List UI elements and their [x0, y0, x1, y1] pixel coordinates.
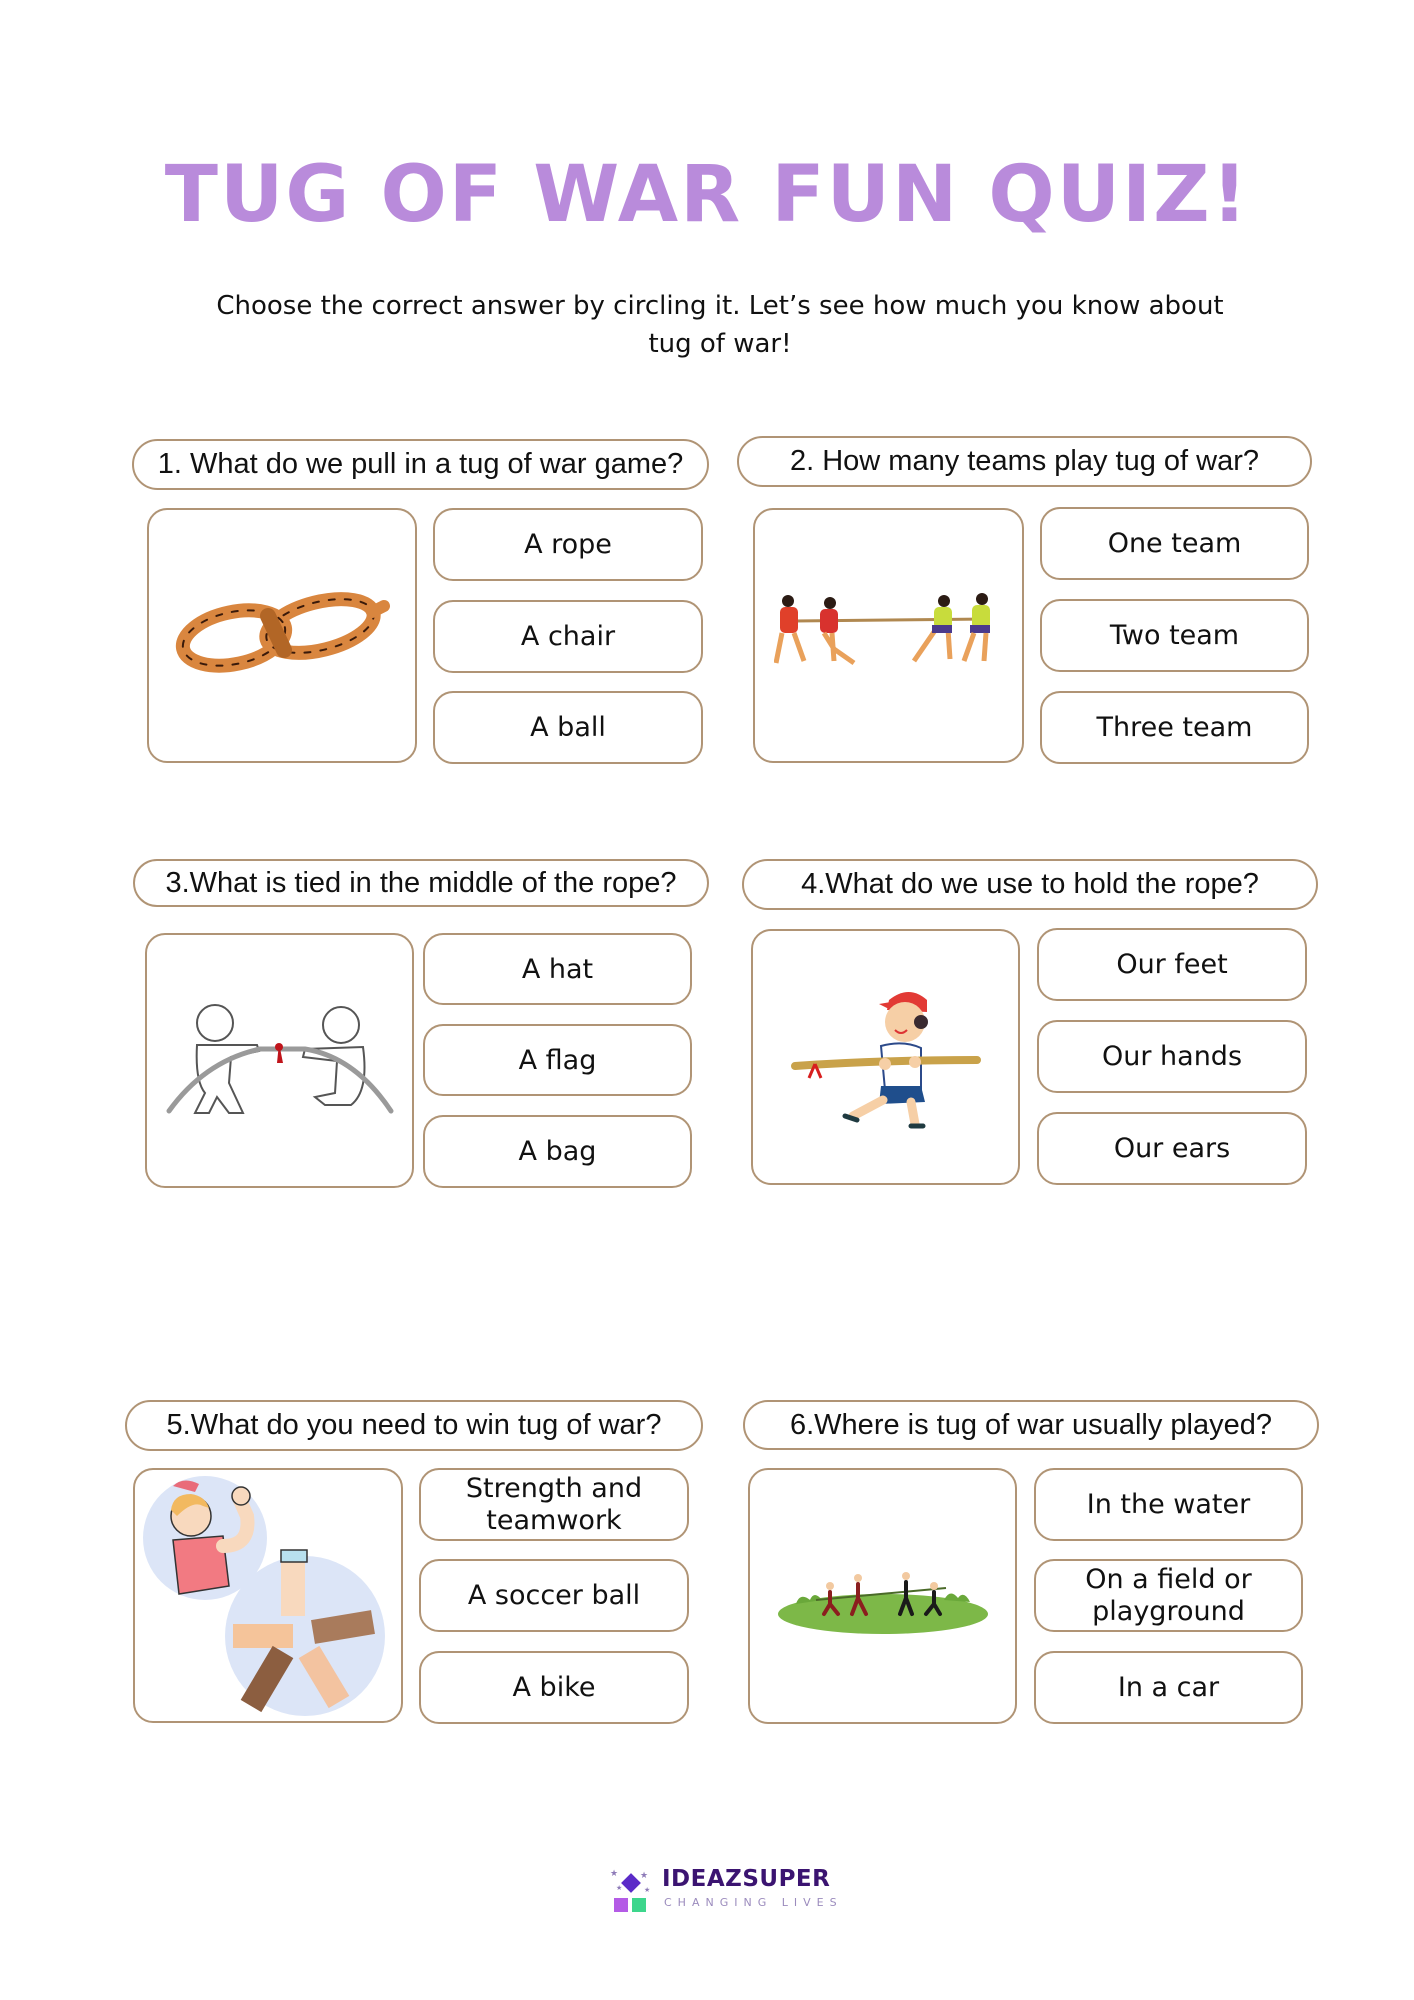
instructions-line-1: Choose the correct answer by circling it. Let’s see how much you know about	[216, 291, 1224, 321]
svg-text:★: ★	[610, 1868, 619, 1878]
question-5-option-1[interactable]: Strength and teamwork	[419, 1468, 689, 1541]
question-5-option-2[interactable]: A soccer ball	[419, 1559, 689, 1632]
question-2-image	[753, 508, 1024, 763]
question-1-option-1[interactable]: A rope	[433, 508, 703, 581]
question-3-image	[145, 933, 414, 1188]
question-4-option-1[interactable]: Our feet	[1037, 928, 1307, 1001]
question-2-option-3[interactable]: Three team	[1040, 691, 1309, 764]
logo-mark-icon	[608, 1866, 658, 1914]
question-5-image	[133, 1468, 403, 1723]
instructions	[200, 287, 1240, 363]
page-title: TUG OF WAR FUN QUIZ!	[164, 150, 1250, 240]
question-4-label: 4.What do we use to hold the rope?	[742, 859, 1318, 910]
question-3-option-1[interactable]: A hat	[423, 933, 692, 1005]
question-6-option-2[interactable]: On a field or playground	[1034, 1559, 1303, 1632]
coiled-rope-icon	[172, 576, 392, 696]
logo-tagline: CHANGING LIVES	[664, 1896, 843, 1909]
question-2-label: 2. How many teams play tug of war?	[737, 436, 1312, 487]
question-3-label: 3.What is tied in the middle of the rope?	[133, 859, 709, 907]
svg-text:★: ★	[644, 1887, 651, 1894]
question-6-image	[748, 1468, 1017, 1724]
svg-text:★: ★	[616, 1885, 623, 1892]
logo-name: IDEAZSUPER	[662, 1866, 831, 1892]
question-4-option-2[interactable]: Our hands	[1037, 1020, 1307, 1093]
svg-text:★: ★	[640, 1870, 649, 1880]
brand-logo	[608, 1866, 858, 1916]
question-1-label: 1. What do we pull in a tug of war game?	[132, 439, 709, 490]
field-tug-of-war-icon	[776, 1556, 990, 1636]
question-6-label: 6.Where is tug of war usually played?	[743, 1400, 1319, 1450]
question-2-option-1[interactable]: One team	[1040, 507, 1309, 580]
question-5-option-3[interactable]: A bike	[419, 1651, 689, 1724]
instructions-line-2: tug of war!	[648, 329, 792, 359]
question-4-option-3[interactable]: Our ears	[1037, 1112, 1307, 1185]
question-3-option-2[interactable]: A flag	[423, 1024, 692, 1096]
question-5-label: 5.What do you need to win tug of war?	[125, 1400, 703, 1451]
question-6-option-3[interactable]: In a car	[1034, 1651, 1303, 1724]
strength-teamwork-icon	[143, 1476, 393, 1716]
question-1-image	[147, 508, 417, 763]
question-4-image	[751, 929, 1020, 1185]
question-6-option-1[interactable]: In the water	[1034, 1468, 1303, 1541]
boy-holding-rope-icon	[791, 982, 981, 1132]
question-1-option-3[interactable]: A ball	[433, 691, 703, 764]
question-2-option-2[interactable]: Two team	[1040, 599, 1309, 672]
rope-with-flag-drawing-icon	[165, 1001, 395, 1121]
question-1-option-2[interactable]: A chair	[433, 600, 703, 673]
question-3-option-3[interactable]: A bag	[423, 1115, 692, 1188]
two-teams-pulling-icon	[774, 591, 1004, 681]
